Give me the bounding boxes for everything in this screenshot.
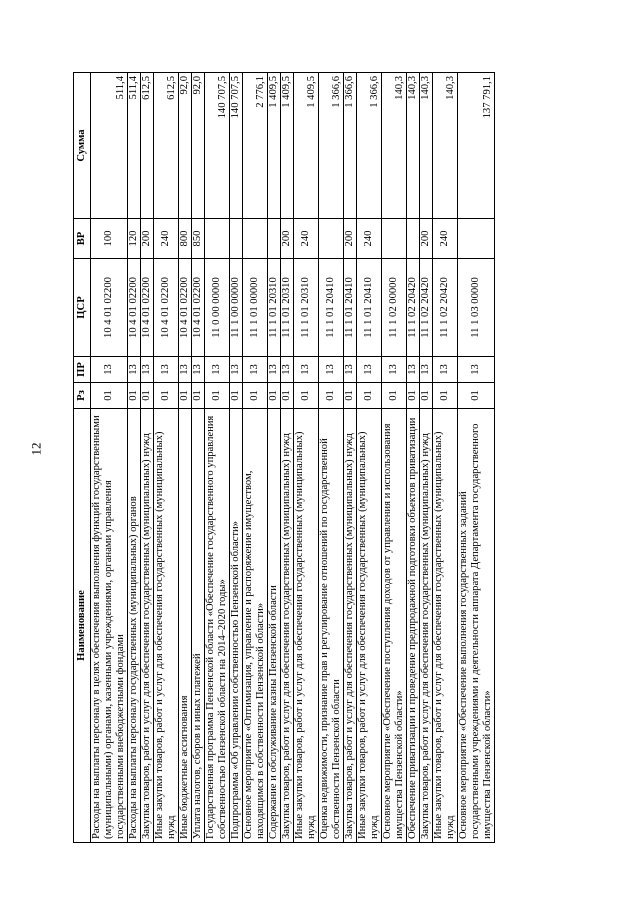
cell-sum: 511,4	[91, 73, 128, 219]
cell-vr: 800	[179, 219, 192, 259]
cell-rz: 01	[281, 383, 294, 409]
table-row	[128, 73, 141, 843]
cell-rz: 01	[458, 383, 495, 409]
cell-vr: 240	[357, 219, 382, 259]
cell-vr	[458, 219, 495, 259]
table-row	[141, 73, 154, 843]
cell-sum: 511,4	[128, 73, 141, 219]
cell-rz: 01	[91, 383, 128, 409]
cell-csr: 10 4 01 02200	[192, 259, 205, 357]
cell-name: Государственная программа Пензенской области «Обеспечение государственного управления собственностью Пензенской области на 2014–2020 годы»	[205, 409, 230, 843]
cell-vr: 200	[141, 219, 154, 259]
header-row	[74, 73, 91, 843]
cell-csr: 11 1 01 00000	[243, 259, 268, 357]
cell-name: Расходы на выплаты персоналу государственных (муниципальных) органов	[128, 409, 141, 843]
header-name: Наименование	[74, 409, 91, 843]
cell-csr: 11 1 02 20420	[433, 259, 458, 357]
cell-vr: 240	[294, 219, 319, 259]
table-row	[243, 73, 268, 843]
cell-rz: 01	[344, 383, 357, 409]
cell-name: Уплата налогов, сборов и иных платежей	[192, 409, 205, 843]
cell-csr: 11 1 01 20410	[319, 259, 344, 357]
header-pr: ПР	[74, 357, 91, 383]
table-row	[420, 73, 433, 843]
cell-rz: 01	[128, 383, 141, 409]
cell-csr: 11 1 01 20410	[344, 259, 357, 357]
cell-rz: 01	[154, 383, 179, 409]
cell-csr: 11 1 01 20410	[357, 259, 382, 357]
cell-vr	[205, 219, 230, 259]
cell-csr: 10 4 01 02200	[128, 259, 141, 357]
cell-name: Иные закупки товаров, работ и услуг для обеспечения государственных (муниципальных) нужд	[433, 409, 458, 843]
cell-name: Иные закупки товаров, работ и услуг для обеспечения государственных (муниципальных) нужд	[294, 409, 319, 843]
cell-vr	[407, 219, 420, 259]
cell-pr: 13	[344, 357, 357, 383]
cell-pr: 13	[91, 357, 128, 383]
budget-table	[73, 72, 495, 843]
table-body	[91, 73, 495, 843]
table-row	[281, 73, 294, 843]
cell-sum: 2 776,1	[243, 73, 268, 219]
cell-vr: 100	[91, 219, 128, 259]
cell-csr: 11 1 02 20420	[407, 259, 420, 357]
cell-pr: 13	[268, 357, 281, 383]
table-row	[91, 73, 128, 843]
cell-vr: 120	[128, 219, 141, 259]
cell-sum: 140 707,5	[230, 73, 243, 219]
cell-csr: 11 1 00 00000	[230, 259, 243, 357]
table-row	[230, 73, 243, 843]
cell-rz: 01	[433, 383, 458, 409]
cell-name: Основное мероприятие «Оптимизация, управление и распоряжение имуществом, находящимся в собственности Пензенской области»	[243, 409, 268, 843]
cell-rz: 01	[205, 383, 230, 409]
cell-csr: 11 1 01 20310	[281, 259, 294, 357]
cell-name: Основное мероприятие «Обеспечение выполнения государственных заданий государственными учреждениями и деятельности аппарата Департамента государственного имущества Пензенской области»	[458, 409, 495, 843]
table-row	[192, 73, 205, 843]
cell-rz: 01	[179, 383, 192, 409]
cell-vr: 850	[192, 219, 205, 259]
cell-vr: 200	[344, 219, 357, 259]
cell-pr: 13	[141, 357, 154, 383]
cell-name: Закупка товаров, работ и услуг для обеспечения государственных (муниципальных) нужд	[344, 409, 357, 843]
cell-sum: 1 409,5	[294, 73, 319, 219]
cell-sum: 1 366,6	[344, 73, 357, 219]
cell-sum: 140,3	[433, 73, 458, 219]
cell-csr: 11 1 01 20310	[294, 259, 319, 357]
cell-rz: 01	[407, 383, 420, 409]
landscape-page	[73, 73, 593, 843]
cell-pr: 13	[382, 357, 407, 383]
cell-csr: 10 4 01 02200	[141, 259, 154, 357]
table-header	[74, 73, 91, 843]
cell-sum: 140 707,5	[205, 73, 230, 219]
cell-csr: 11 1 02 20420	[420, 259, 433, 357]
cell-rz: 01	[192, 383, 205, 409]
cell-sum: 1 366,6	[319, 73, 344, 219]
cell-name: Иные бюджетные ассигнования	[179, 409, 192, 843]
cell-name: Оценка недвижимости, признание прав и регулирование отношений по государственной собственности Пензенской области	[319, 409, 344, 843]
cell-csr: 11 1 02 00000	[382, 259, 407, 357]
cell-pr: 13	[154, 357, 179, 383]
table-row	[433, 73, 458, 843]
cell-pr: 13	[281, 357, 294, 383]
page-number: 12	[28, 442, 44, 456]
cell-name: Обеспечение приватизации и проведение предпродажной подготовки объектов приватизации	[407, 409, 420, 843]
cell-pr: 13	[230, 357, 243, 383]
rotated-table-container	[73, 73, 593, 843]
cell-pr: 13	[128, 357, 141, 383]
header-sum: Сумма	[74, 73, 91, 219]
cell-sum: 1 366,6	[357, 73, 382, 219]
table-row	[407, 73, 420, 843]
cell-vr	[243, 219, 268, 259]
cell-name: Подпрограмма «Об управлении собственностью Пензенской области»	[230, 409, 243, 843]
cell-vr: 200	[281, 219, 294, 259]
cell-sum: 1 409,5	[281, 73, 294, 219]
cell-csr: 10 4 01 02200	[179, 259, 192, 357]
cell-name: Иные закупки товаров, работ и услуг для обеспечения государственных (муниципальных) нужд	[154, 409, 179, 843]
header-rz: Рз	[74, 383, 91, 409]
cell-csr: 10 4 01 02200	[91, 259, 128, 357]
cell-sum: 140,3	[420, 73, 433, 219]
cell-rz: 01	[243, 383, 268, 409]
cell-csr: 11 1 03 00000	[458, 259, 495, 357]
cell-pr: 13	[205, 357, 230, 383]
cell-name: Закупка товаров, работ и услуг для обеспечения государственных (муниципальных) нужд	[141, 409, 154, 843]
cell-pr: 13	[357, 357, 382, 383]
cell-rz: 01	[357, 383, 382, 409]
cell-vr	[230, 219, 243, 259]
cell-name: Иные закупки товаров, работ и услуг для обеспечения государственных (муниципальных) нужд	[357, 409, 382, 843]
cell-name: Закупка товаров, работ и услуг для обеспечения государственных (муниципальных) нужд	[420, 409, 433, 843]
cell-sum: 1 409,5	[268, 73, 281, 219]
table-row	[357, 73, 382, 843]
cell-pr: 13	[192, 357, 205, 383]
cell-rz: 01	[230, 383, 243, 409]
cell-rz: 01	[420, 383, 433, 409]
cell-vr: 240	[433, 219, 458, 259]
cell-pr: 13	[294, 357, 319, 383]
table-row	[458, 73, 495, 843]
cell-name: Закупка товаров, работ и услуг для обеспечения государственных (муниципальных) нужд	[281, 409, 294, 843]
cell-pr: 13	[433, 357, 458, 383]
cell-sum: 612,5	[154, 73, 179, 219]
table-row	[319, 73, 344, 843]
table-row	[154, 73, 179, 843]
cell-csr: 11 0 00 00000	[205, 259, 230, 357]
cell-pr: 13	[179, 357, 192, 383]
cell-pr: 13	[407, 357, 420, 383]
cell-rz: 01	[319, 383, 344, 409]
cell-vr: 200	[420, 219, 433, 259]
cell-pr: 13	[243, 357, 268, 383]
cell-sum: 140,3	[382, 73, 407, 219]
cell-name: Основное мероприятие «Обеспечение поступления доходов от управления и использования имущества Пензенской области»	[382, 409, 407, 843]
cell-name: Расходы на выплаты персоналу в целях обеспечения выполнения функций государственными (муниципальными) органами, казенными учреждениями, органами управления государственными внебюджетными фондами	[91, 409, 128, 843]
cell-pr: 13	[420, 357, 433, 383]
cell-csr: 10 4 01 02200	[154, 259, 179, 357]
table-row	[268, 73, 281, 843]
cell-rz: 01	[141, 383, 154, 409]
cell-rz: 01	[268, 383, 281, 409]
table-row	[294, 73, 319, 843]
cell-vr	[319, 219, 344, 259]
cell-pr: 13	[458, 357, 495, 383]
header-vr: ВР	[74, 219, 91, 259]
cell-sum: 92,0	[192, 73, 205, 219]
cell-vr	[382, 219, 407, 259]
table-row	[179, 73, 192, 843]
cell-vr: 240	[154, 219, 179, 259]
cell-name: Содержание и обслуживание казны Пензенской области	[268, 409, 281, 843]
header-csr: ЦСР	[74, 259, 91, 357]
cell-sum: 140,3	[407, 73, 420, 219]
table-row	[344, 73, 357, 843]
cell-vr	[268, 219, 281, 259]
cell-pr: 13	[319, 357, 344, 383]
cell-csr: 11 1 01 20310	[268, 259, 281, 357]
cell-sum: 92,0	[179, 73, 192, 219]
table-row	[205, 73, 230, 843]
cell-sum: 612,5	[141, 73, 154, 219]
cell-rz: 01	[382, 383, 407, 409]
cell-sum: 137 791,1	[458, 73, 495, 219]
cell-rz: 01	[294, 383, 319, 409]
table-row	[382, 73, 407, 843]
